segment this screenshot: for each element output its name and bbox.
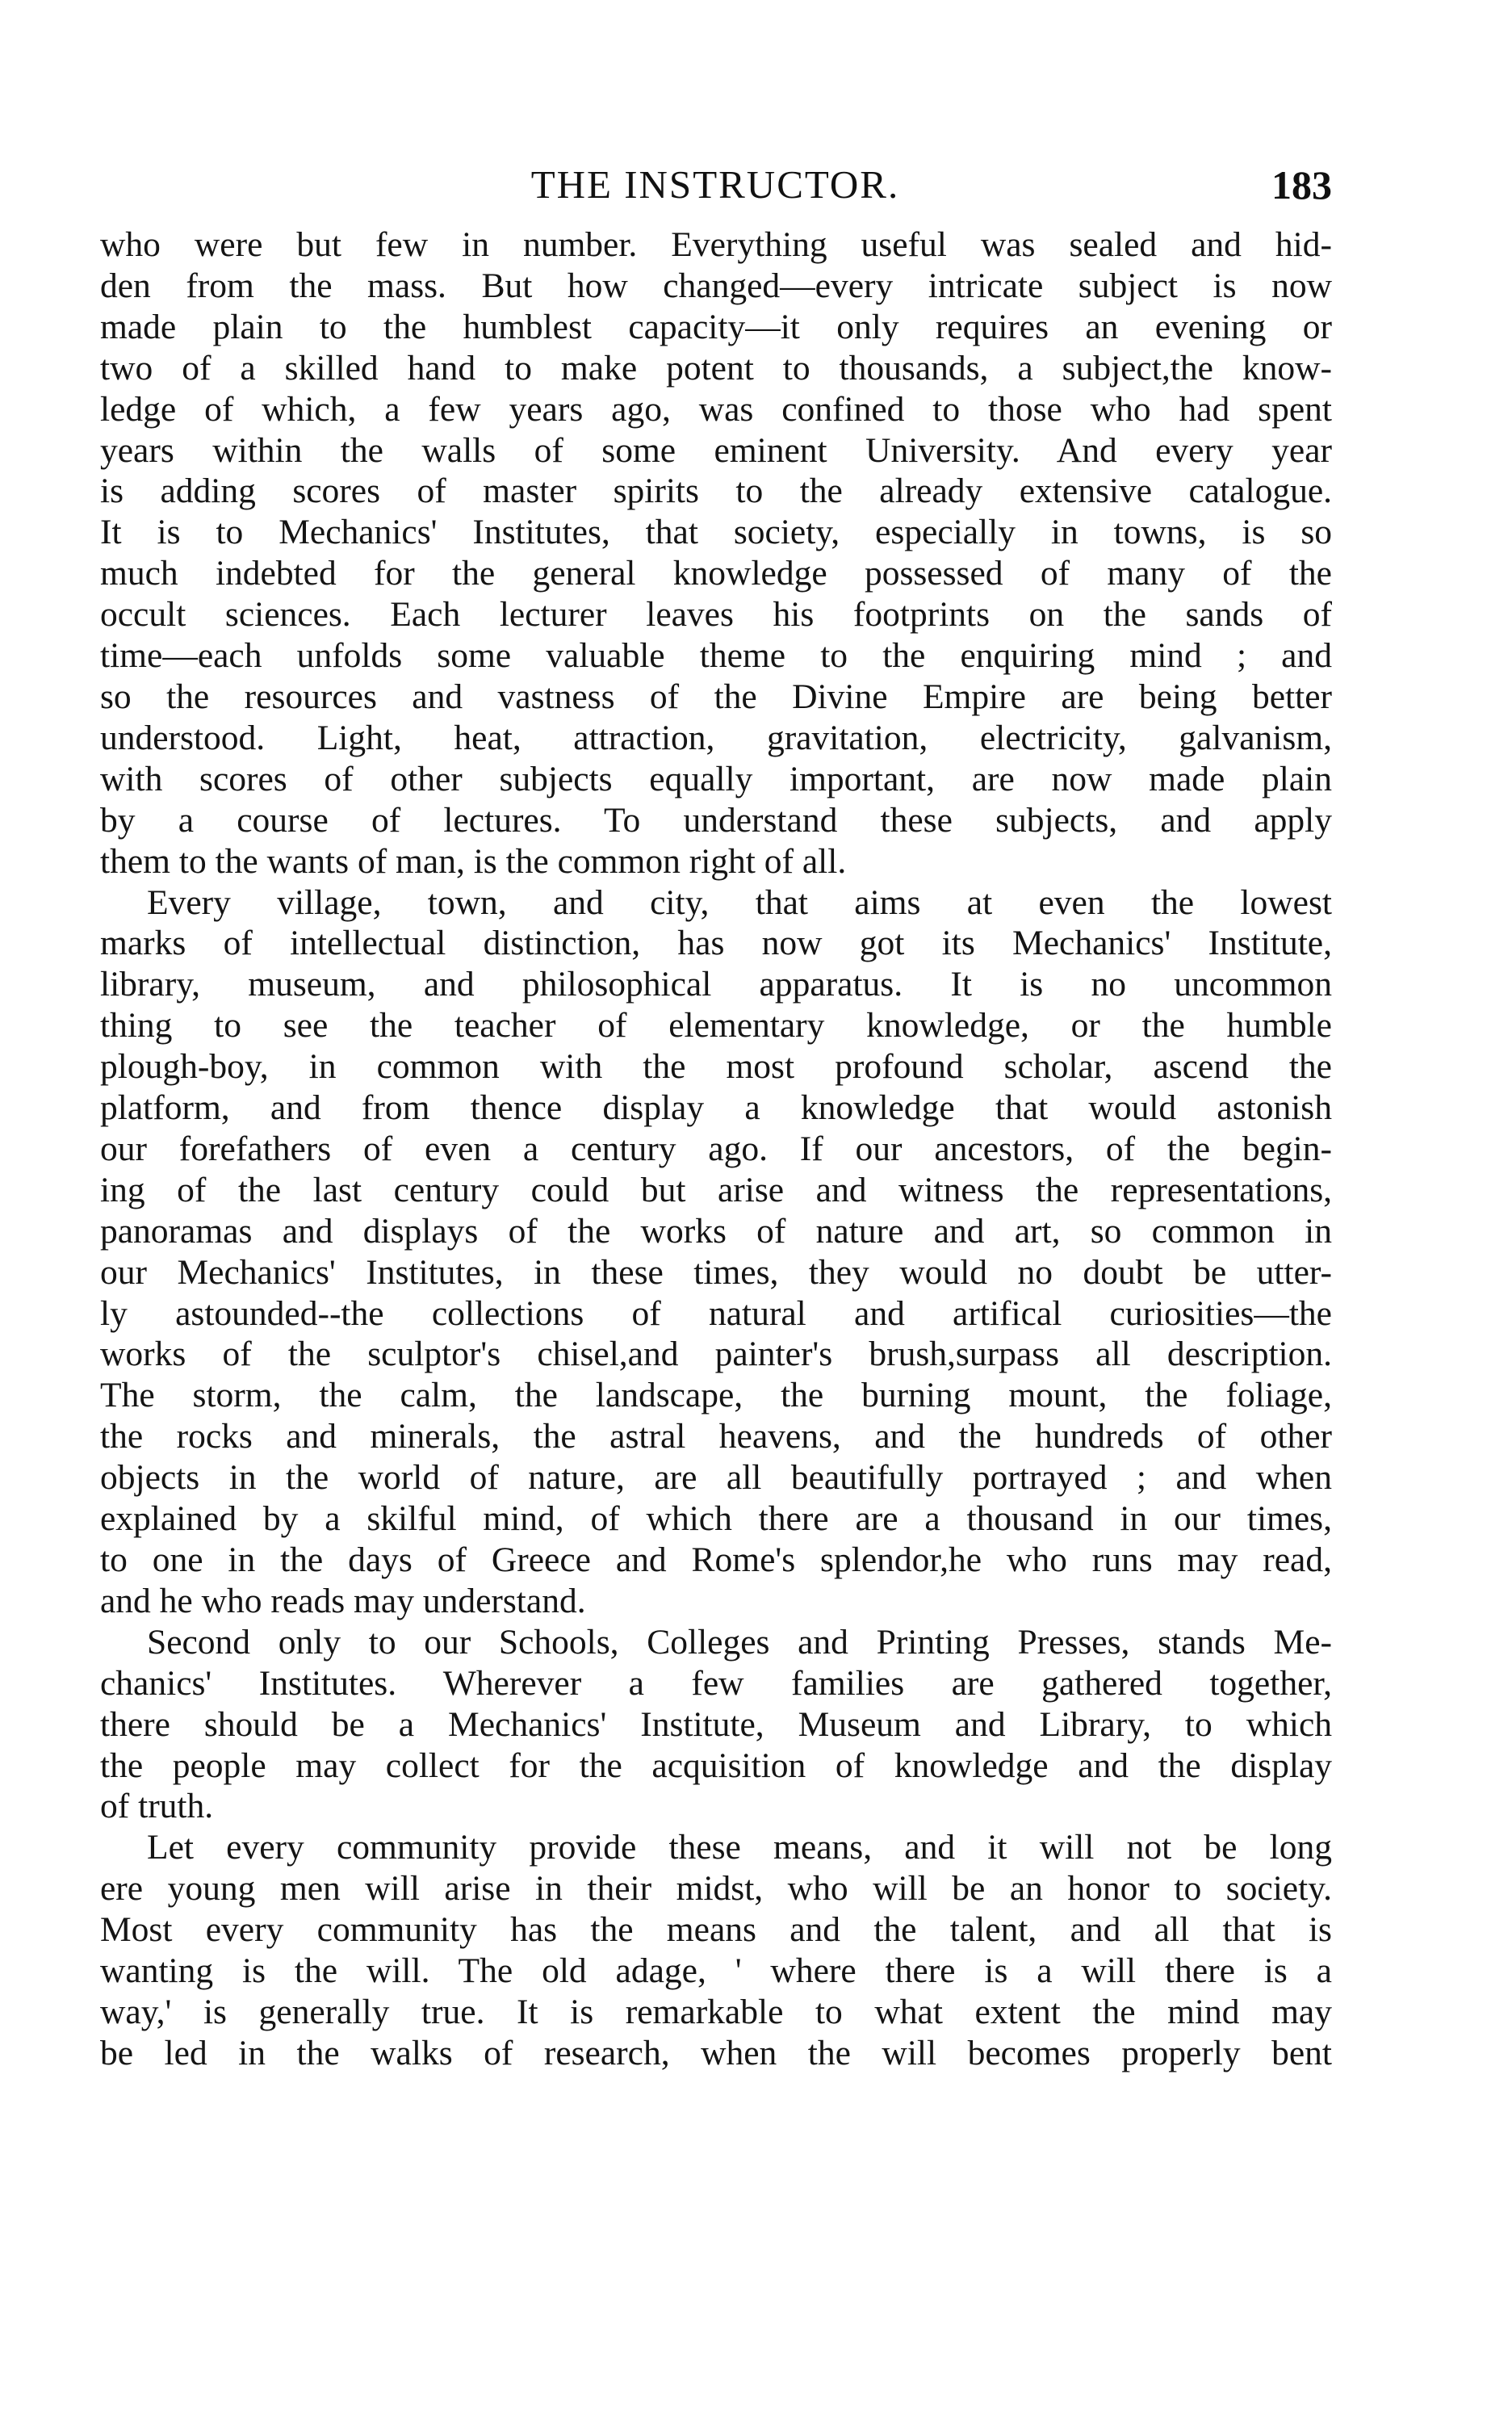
paragraph-2 — [100, 882, 1332, 1622]
text-line: marks of intellectual distinction, has now got its Mechanics' Institute, — [100, 924, 1332, 963]
text-line: thing to see the teacher of elementary knowledge, or the humble — [100, 1006, 1332, 1046]
text-line: The storm, the calm, the landscape, the burning mount, the foliage, — [100, 1376, 1332, 1415]
text-line: is adding scores of master spirits to the already extensive catalogue. — [100, 471, 1332, 511]
text-line: Every village, town, and city, that aims at even the lowest — [147, 882, 1332, 922]
text-line: the rocks and minerals, the astral heavens, and the hundreds of other — [100, 1417, 1332, 1456]
text-line: panoramas and displays of the works of nature and art, so common in — [100, 1211, 1332, 1251]
text-line: objects in the world of nature, are all beautifully portrayed ; and when — [100, 1458, 1332, 1498]
text-line: wanting is the will. The old adage, ' where there is a will there is a — [100, 1951, 1332, 1991]
text-line: by a course of lectures. To understand these subjects, and apply — [100, 800, 1332, 840]
text-line: library, museum, and philosophical apparatus. It is no uncommon — [100, 965, 1332, 1004]
text-line: Most every community has the means and the talent, and all that is — [100, 1910, 1332, 1950]
text-line: den from the mass. But how changed—every intricate subject is now — [100, 266, 1332, 305]
text-line: explained by a skilful mind, of which there are a thousand in our times, — [100, 1499, 1332, 1539]
text-line: understood. Light, heat, attraction, gravitation, electricity, galvanism, — [100, 718, 1332, 757]
text-line: them to the wants of man, is the common right of all. — [100, 841, 847, 881]
page-header — [98, 161, 1332, 218]
text-line: our Mechanics' Institutes, in these times, they would no doubt be utter- — [100, 1252, 1332, 1292]
paragraph-1 — [100, 224, 1332, 882]
text-line: time—each unfolds some valuable theme to the enquiring mind ; and — [100, 636, 1332, 676]
text-line: ledge of which, a few years ago, was confined to those who had spent — [100, 389, 1332, 429]
text-line: who were but few in number. Everything useful was sealed and hid- — [100, 225, 1332, 264]
text-line: to one in the days of Greece and Rome's splendor,he who runs may read, — [100, 1540, 1332, 1579]
text-line: It is to Mechanics' Institutes, that society, especially in towns, is so — [100, 513, 1332, 552]
text-line: be led in the walks of research, when the will becomes properly bent — [100, 2033, 1332, 2072]
text-line: much indebted for the general knowledge possessed of many of the — [100, 554, 1332, 593]
text-line: of truth. — [100, 1787, 214, 1826]
text-line: ly astounded--the collections of natural and artifical curiosities—the — [100, 1293, 1332, 1333]
paragraph-4 — [100, 1827, 1332, 2073]
text-line: our forefathers of even a century ago. If our ancestors, of the begin- — [100, 1129, 1332, 1168]
text-line: ing of the last century could but arise and witness the representations, — [100, 1170, 1332, 1209]
text-line: chanics' Institutes. Wherever a few families are gathered together, — [100, 1663, 1332, 1703]
text-line: Second only to our Schools, Colleges and Printing Presses, stands Me- — [147, 1622, 1332, 1662]
text-line: made plain to the humblest capacity—it only requires an evening or — [100, 307, 1332, 346]
text-line: two of a skilled hand to make potent to thousands, a subject,the know- — [100, 348, 1332, 388]
text-line: works of the sculptor's chisel,and painter's brush,surpass all description. — [100, 1335, 1332, 1374]
running-title: THE INSTRUCTOR. — [530, 162, 900, 207]
text-line: the people may collect for the acquisition of knowledge and the display — [100, 1746, 1332, 1785]
text-line: way,' is generally true. It is remarkable to what extent the mind may — [100, 1992, 1332, 2031]
text-line: there should be a Mechanics' Institute, Museum and Library, to which — [100, 1704, 1332, 1744]
paragraph-3 — [100, 1622, 1332, 1828]
text-line: and he who reads may understand. — [100, 1581, 586, 1620]
text-line: Let every community provide these means, and it will not be long — [147, 1828, 1332, 1867]
text-line: years within the walls of some eminent University. And every year — [100, 430, 1332, 470]
text-line: so the resources and vastness of the Divine Empire are being better — [100, 677, 1332, 716]
page-number: 183 — [1271, 162, 1332, 207]
text-line: with scores of other subjects equally important, are now made plain — [100, 759, 1332, 798]
text-line: ere young men will arise in their midst, who will be an honor to society. — [100, 1869, 1332, 1909]
text-line: platform, and from thence display a knowledge that would astonish — [100, 1088, 1332, 1128]
text-line: occult sciences. Each lecturer leaves his footprints on the sands of — [100, 595, 1332, 635]
text-line: plough-boy, in common with the most profound scholar, ascend the — [100, 1047, 1332, 1087]
page-body — [100, 224, 1332, 2074]
